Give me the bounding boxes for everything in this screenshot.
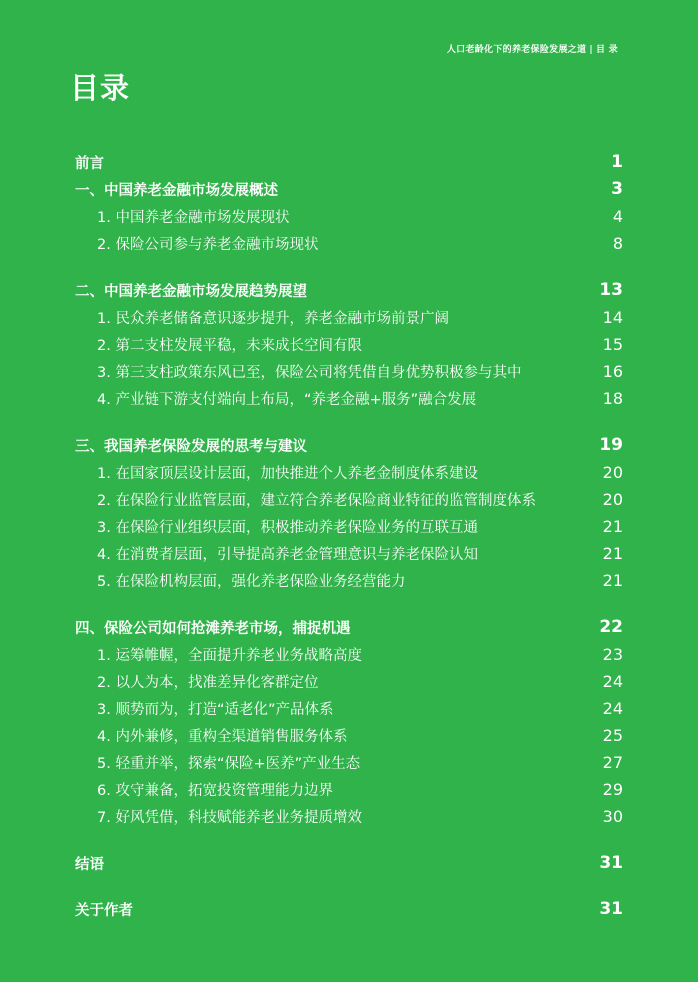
toc-entry-label: 4. 在消费者层面，引导提高养老金管理意识与养老保险认知 xyxy=(97,546,478,563)
toc-entry-page: 23 xyxy=(602,644,623,664)
toc-entry-label: 3. 顺势而为，打造“适老化”产品体系 xyxy=(97,701,334,718)
toc-entry-4-7[interactable] xyxy=(97,805,623,827)
report-title: 人口老龄化下的养老保险发展之道 xyxy=(446,45,587,55)
toc-entry-3-1[interactable] xyxy=(97,461,623,483)
toc-entry-4-2[interactable] xyxy=(97,670,623,692)
toc-entry-section-1[interactable] xyxy=(75,178,623,200)
toc-entry-section-2[interactable] xyxy=(75,279,623,301)
toc-entry-page: 31 xyxy=(599,899,623,919)
toc-entry-3-5[interactable] xyxy=(97,569,623,591)
toc-entry-page: 21 xyxy=(602,516,623,536)
toc-entry-page: 1 xyxy=(611,152,623,172)
toc-entry-2-2[interactable] xyxy=(97,333,623,355)
toc-entry-label: 2. 第二支柱发展平稳，未来成长空间有限 xyxy=(97,337,362,354)
toc-entry-page: 24 xyxy=(602,671,623,691)
toc-entry-4-3[interactable] xyxy=(97,697,623,719)
toc-entry-label: 三、我国养老保险发展的思考与建议 xyxy=(75,438,307,455)
toc-entry-label: 4. 内外兼修，重构全渠道销售服务体系 xyxy=(97,728,348,745)
toc-entry-label: 3. 第三支柱政策东风已至，保险公司将凭借自身优势积极参与其中 xyxy=(97,364,522,381)
toc-entry-page: 18 xyxy=(602,388,623,408)
toc-entry-preface[interactable] xyxy=(75,151,623,173)
toc-entry-2-1[interactable] xyxy=(97,306,623,328)
toc-entry-page: 16 xyxy=(602,361,623,381)
header-separator: | xyxy=(589,45,593,55)
toc-entry-2-4[interactable] xyxy=(97,387,623,409)
toc-entry-page: 13 xyxy=(599,280,623,300)
toc-entry-label: 2. 保险公司参与养老金融市场现状 xyxy=(97,236,319,253)
page-title: 目录 xyxy=(70,71,131,105)
toc-entry-page: 24 xyxy=(602,698,623,718)
toc-entry-label: 1. 在国家顶层设计层面，加快推进个人养老金制度体系建设 xyxy=(97,465,478,482)
toc-entry-4-1[interactable] xyxy=(97,643,623,665)
toc-entry-section-4[interactable] xyxy=(75,616,623,638)
toc-entry-page: 8 xyxy=(612,233,623,253)
toc-entry-label: 1. 中国养老金融市场发展现状 xyxy=(97,209,290,226)
toc-entry-section-3[interactable] xyxy=(75,434,623,456)
running-header xyxy=(447,42,618,55)
toc-entry-3-2[interactable] xyxy=(97,488,623,510)
toc-entry-page: 4 xyxy=(612,206,623,226)
toc-entry-label: 3. 在保险行业组织层面，积极推动养老保险业务的互联互通 xyxy=(97,519,478,536)
toc-entry-2-3[interactable] xyxy=(97,360,623,382)
toc-entry-label: 5. 在保险机构层面，强化养老保险业务经营能力 xyxy=(97,573,406,590)
toc-entry-page: 14 xyxy=(602,307,623,327)
toc-entry-label: 关于作者 xyxy=(75,902,133,919)
toc-entry-page: 30 xyxy=(602,806,623,826)
toc-entry-label: 1. 运筹帷幄，全面提升养老业务战略高度 xyxy=(97,647,362,664)
toc-entry-page: 22 xyxy=(599,617,623,637)
toc-entry-label: 5. 轻重并举，探索“保险+医养”产业生态 xyxy=(97,755,361,772)
toc-entry-label: 4. 产业链下游支付端向上布局，“养老金融+服务”融合发展 xyxy=(97,391,477,408)
toc-entry-page: 3 xyxy=(611,179,623,199)
toc-entry-label: 一、中国养老金融市场发展概述 xyxy=(75,182,278,199)
toc-entry-page: 15 xyxy=(602,334,623,354)
toc-entry-conclusion[interactable] xyxy=(75,852,623,874)
toc-entry-1-1[interactable] xyxy=(97,205,623,227)
toc-entry-label: 2. 在保险行业监管层面，建立符合养老保险商业特征的监管制度体系 xyxy=(97,492,536,509)
toc-entry-label: 二、中国养老金融市场发展趋势展望 xyxy=(75,283,307,300)
toc-entry-label: 1. 民众养老储备意识逐步提升，养老金融市场前景广阔 xyxy=(97,310,449,327)
toc-entry-1-2[interactable] xyxy=(97,232,623,254)
toc-entry-label: 6. 攻守兼备，拓宽投资管理能力边界 xyxy=(97,782,333,799)
toc-entry-page: 27 xyxy=(602,752,623,772)
toc-entry-page: 29 xyxy=(602,779,623,799)
toc-entry-4-5[interactable] xyxy=(97,751,623,773)
toc-entry-4-6[interactable] xyxy=(97,778,623,800)
toc-entry-label: 7. 好风凭借，科技赋能养老业务提质增效 xyxy=(97,809,362,826)
header-section: 目 录 xyxy=(595,45,618,55)
toc-entry-label: 四、保险公司如何抢滩养老市场，捕捉机遇 xyxy=(75,620,351,637)
toc-entry-page: 25 xyxy=(602,725,623,745)
toc-entry-label: 2. 以人为本，找准差异化客群定位 xyxy=(97,674,319,691)
toc-entry-about-authors[interactable] xyxy=(75,898,623,920)
toc-entry-page: 20 xyxy=(602,489,623,509)
toc-entry-page: 20 xyxy=(602,462,623,482)
toc-entry-page: 21 xyxy=(602,570,623,590)
toc-entry-3-3[interactable] xyxy=(97,515,623,537)
toc-entry-page: 19 xyxy=(599,435,623,455)
toc-entry-page: 31 xyxy=(599,853,623,873)
toc-entry-3-4[interactable] xyxy=(97,542,623,564)
toc-entry-4-4[interactable] xyxy=(97,724,623,746)
toc-entry-label: 前言 xyxy=(75,155,104,172)
toc-entry-label: 结语 xyxy=(75,856,104,873)
toc-entry-page: 21 xyxy=(602,543,623,563)
